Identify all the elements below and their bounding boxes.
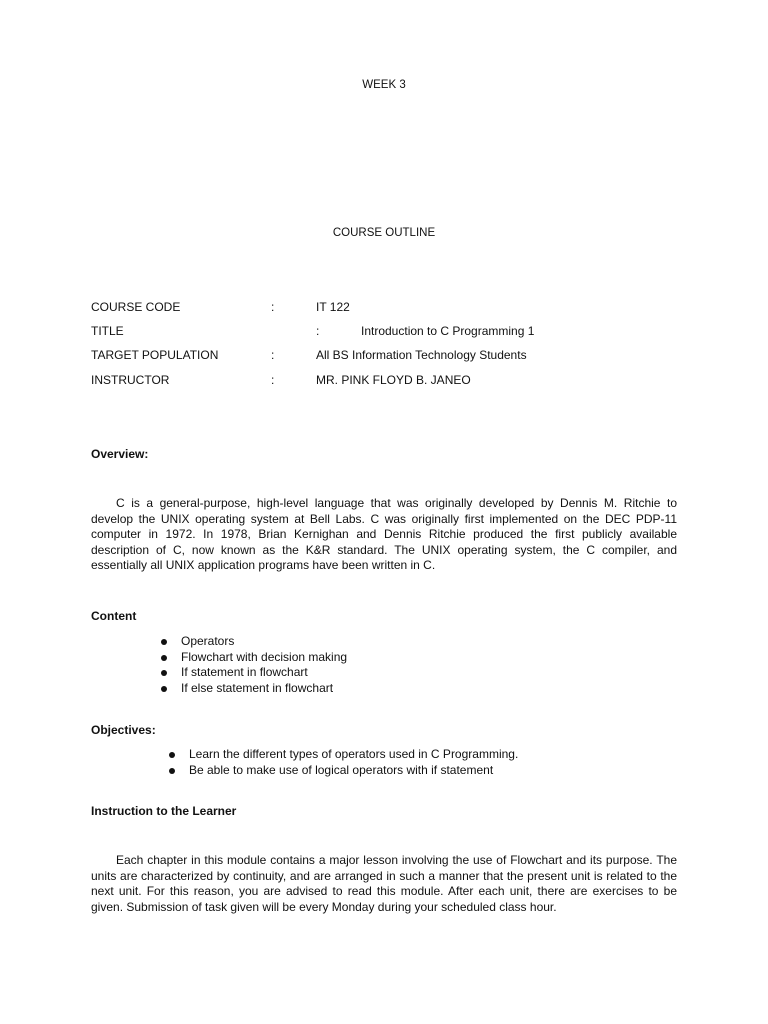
bullet-icon [161, 639, 167, 645]
overview-heading: Overview: [91, 447, 149, 461]
list-item [189, 747, 518, 763]
info-colon: : [316, 324, 320, 338]
info-value: MR. PINK FLOYD B. JANEO [316, 373, 471, 387]
info-value: All BS Information Technology Students [316, 348, 527, 362]
bullet-icon [169, 752, 175, 758]
list-item-text: Learn the different types of operators used in C Programming. [189, 747, 519, 761]
list-item [181, 681, 347, 697]
list-item-text: Operators [181, 634, 235, 648]
overview-paragraph: C is a general-purpose, high-level language that was originally developed by Dennis M. Ritchie to develop the UNIX operating system at Bell Labs. C was originally first implemented on the DEC PDP-11 computer in 1972. In 1978, Brian Kernighan and Dennis Ritchie produced the first publicly available description of C, now known as the K&R standard. The UNIX operating system, the C compiler, and essentially all UNIX application programs have been written in C. [91, 496, 677, 573]
info-colon: : [271, 373, 275, 387]
content-list [181, 634, 347, 696]
page-title: COURSE OUTLINE [332, 227, 436, 239]
info-label: COURSE CODE [91, 300, 181, 314]
objectives-heading: Objectives: [91, 723, 156, 737]
objectives-list [189, 747, 518, 778]
info-label: TITLE [91, 324, 124, 338]
info-label: INSTRUCTOR [91, 373, 170, 387]
week-label: WEEK 3 [362, 79, 406, 91]
bullet-icon [161, 655, 167, 661]
list-item-text: Flowchart with decision making [181, 649, 348, 664]
list-item [181, 665, 347, 681]
list-item [181, 650, 347, 666]
info-value: Introduction to C Programming 1 [361, 324, 535, 338]
content-heading: Content [91, 609, 137, 623]
list-item-text: Be able to make use of logical operators with if statement [189, 762, 494, 777]
instruction-paragraph: Each chapter in this module contains a major lesson involving the use of Flowchart and its purpose. The units are characterized by continuity, and are arranged in such a manner that the present unit is related to the next unit. For this reason, you are advised to read this module. After each unit, there are exercises to be given. Submission of task given will be every Monday during your scheduled class hour. [91, 853, 677, 914]
info-colon: : [271, 300, 275, 314]
bullet-icon [161, 686, 167, 692]
info-colon: : [271, 348, 275, 362]
list-item [189, 763, 518, 779]
instruction-heading: Instruction to the Learner [91, 804, 237, 818]
list-item [181, 634, 347, 650]
info-value: IT 122 [316, 300, 350, 314]
bullet-icon [161, 670, 167, 676]
list-item-text: If else statement in flowchart [181, 680, 334, 695]
bullet-icon [169, 768, 175, 774]
list-item-text: If statement in flowchart [181, 665, 308, 680]
info-label: TARGET POPULATION [91, 348, 219, 362]
